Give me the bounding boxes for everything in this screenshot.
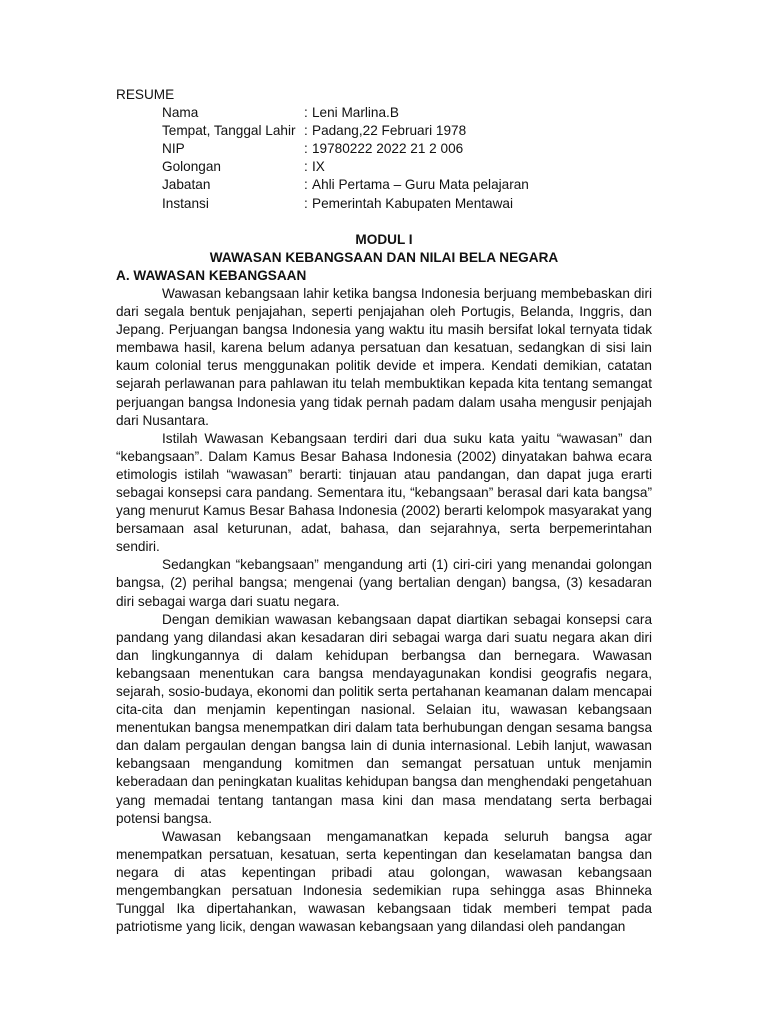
module-header bbox=[116, 231, 652, 267]
resume-label: NIP bbox=[162, 141, 185, 157]
module-title: WAWASAN KEBANGSAAN DAN NILAI BELA NEGARA bbox=[209, 249, 559, 265]
resume-label: Nama bbox=[162, 105, 199, 121]
resume-label: Instansi bbox=[162, 195, 209, 211]
resume-label: Jabatan bbox=[162, 177, 211, 193]
resume-row-golongan bbox=[162, 158, 652, 176]
resume-row-nama bbox=[162, 104, 652, 122]
document-content bbox=[116, 86, 652, 936]
resume-value: Padang,22 Februari 1978 bbox=[312, 123, 467, 139]
resume-row-jabatan bbox=[162, 176, 652, 194]
resume-label: Golongan bbox=[162, 159, 221, 175]
resume-value: Leni Marlina.B bbox=[312, 105, 399, 121]
body-paragraph: Istilah Wawasan Kebangsaan terdiri dari dua suku kata yaitu “wawasan” dan “kebangsaan”. Dalam Kamus Besar Bahasa Indonesia (2002) dinyatakan bahwa ecara etimologis istilah “wawasan” berarti: tinjauan atau pandangan, dan dapat juga erarti sebagai konsepsi cara pandang. Sementara itu, “kebangsaan” berasal dari kata bangsa” yang menurut Kamus Besar Bahasa Indonesia (2002) berarti kelompok masyarakat yang bersamaan asal keturunan, adat, bahasa, dan sejarahnya, serta berpemerintahan sendiri. bbox=[116, 430, 652, 555]
resume-row-ttl bbox=[162, 122, 652, 140]
section-heading: A. WAWASAN KEBANGSAAN bbox=[116, 267, 307, 283]
resume-row-nip bbox=[162, 140, 652, 158]
resume-separator: : bbox=[304, 141, 308, 157]
body-paragraph: Wawasan kebangsaan lahir ketika bangsa Indonesia berjuang membebaskan diri dari segala bentuk penjajahan, seperti penjajahan oleh Portugis, Belanda, Inggris, dan Jepang. Perjuangan bangsa Indonesia yang waktu itu masih bersifat lokal ternyata tidak membawa hasil, karena belum adanya persatuan dan kesatuan, sedangkan di sisi lain kaum colonial terus menggunakan politik devide et impera. Kendati demikian, catatan sejarah perlawanan para pahlawan itu telah membuktikan kepada kita tentang semangat perjuangan bangsa Indonesia yang tidak pernah padam dalam usaha mengusir penjajah dari Nusantara. bbox=[116, 285, 652, 428]
resume-separator: : bbox=[304, 105, 308, 121]
resume-separator: : bbox=[304, 195, 308, 211]
module-number: MODUL I bbox=[355, 231, 413, 247]
body-paragraph: Sedangkan “kebangsaan” mengandung arti (1) ciri-ciri yang menandai golongan bangsa, (2) perihal bangsa; mengenai (yang bertalian dengan) bangsa, (3) kesadaran diri sebagai warga dari suatu negara. bbox=[116, 557, 652, 609]
resume-separator: : bbox=[304, 159, 308, 175]
body-paragraph: Dengan demikian wawasan kebangsaan dapat diartikan sebagai konsepsi cara pandang yang dilandasi akan kesadaran diri sebagai warga dari suatu negara akan diri dan lingkungannya di dalam kehidupan berbangsa dan bernegara. Wawasan kebangsaan menentukan cara bangsa mendayagunakan kondisi geografis negara, sejarah, sosio-budaya, ekonomi dan politik serta pertahanan keamanan dalam mencapai cita-cita dan menjamin kepentingan nasional. Selaian itu, wawasan kebangsaan menentukan bangsa menempatkan diri dalam tata berhubungan dengan sesama bangsa dan dalam pergaulan dengan bangsa lain di dunia internasional. Lebih lanjut, wawasan kebangsaan mengandung komitmen dan semangat persatuan untuk menjamin keberadaan dan peningkatan kualitas kehidupan bangsa dan menghendaki pengetahuan yang memadai tentang tantangan masa kini dan masa mendatang serta berbagai potensi bangsa. bbox=[116, 611, 652, 826]
resume-value: Ahli Pertama – Guru Mata pelajaran bbox=[312, 177, 529, 193]
resume-info-list bbox=[162, 104, 652, 213]
body-paragraph: Wawasan kebangsaan mengamanatkan kepada seluruh bangsa agar menempatkan persatuan, kesatuan, serta kepentingan dan keselamatan bangsa dan negara di atas kepentingan pribadi atau golongan, wawasan kebangsaan mengembangkan persatuan Indonesia sedemikian rupa sehingga asas Bhinneka Tunggal Ika dipertahankan, wawasan kebangsaan tidak memberi tempat pada patriotisme yang licik, dengan wawasan kebangsaan yang dilandasi oleh pandangan bbox=[116, 828, 652, 935]
resume-row-instansi bbox=[162, 195, 652, 213]
resume-separator: : bbox=[304, 123, 308, 139]
resume-separator: : bbox=[304, 177, 308, 193]
resume-value: IX bbox=[312, 159, 325, 175]
resume-value: 19780222 2022 21 2 006 bbox=[312, 141, 464, 157]
resume-label: Tempat, Tanggal Lahir bbox=[162, 123, 296, 139]
resume-title: RESUME bbox=[116, 87, 175, 102]
resume-value: Pemerintah Kabupaten Mentawai bbox=[312, 195, 514, 211]
